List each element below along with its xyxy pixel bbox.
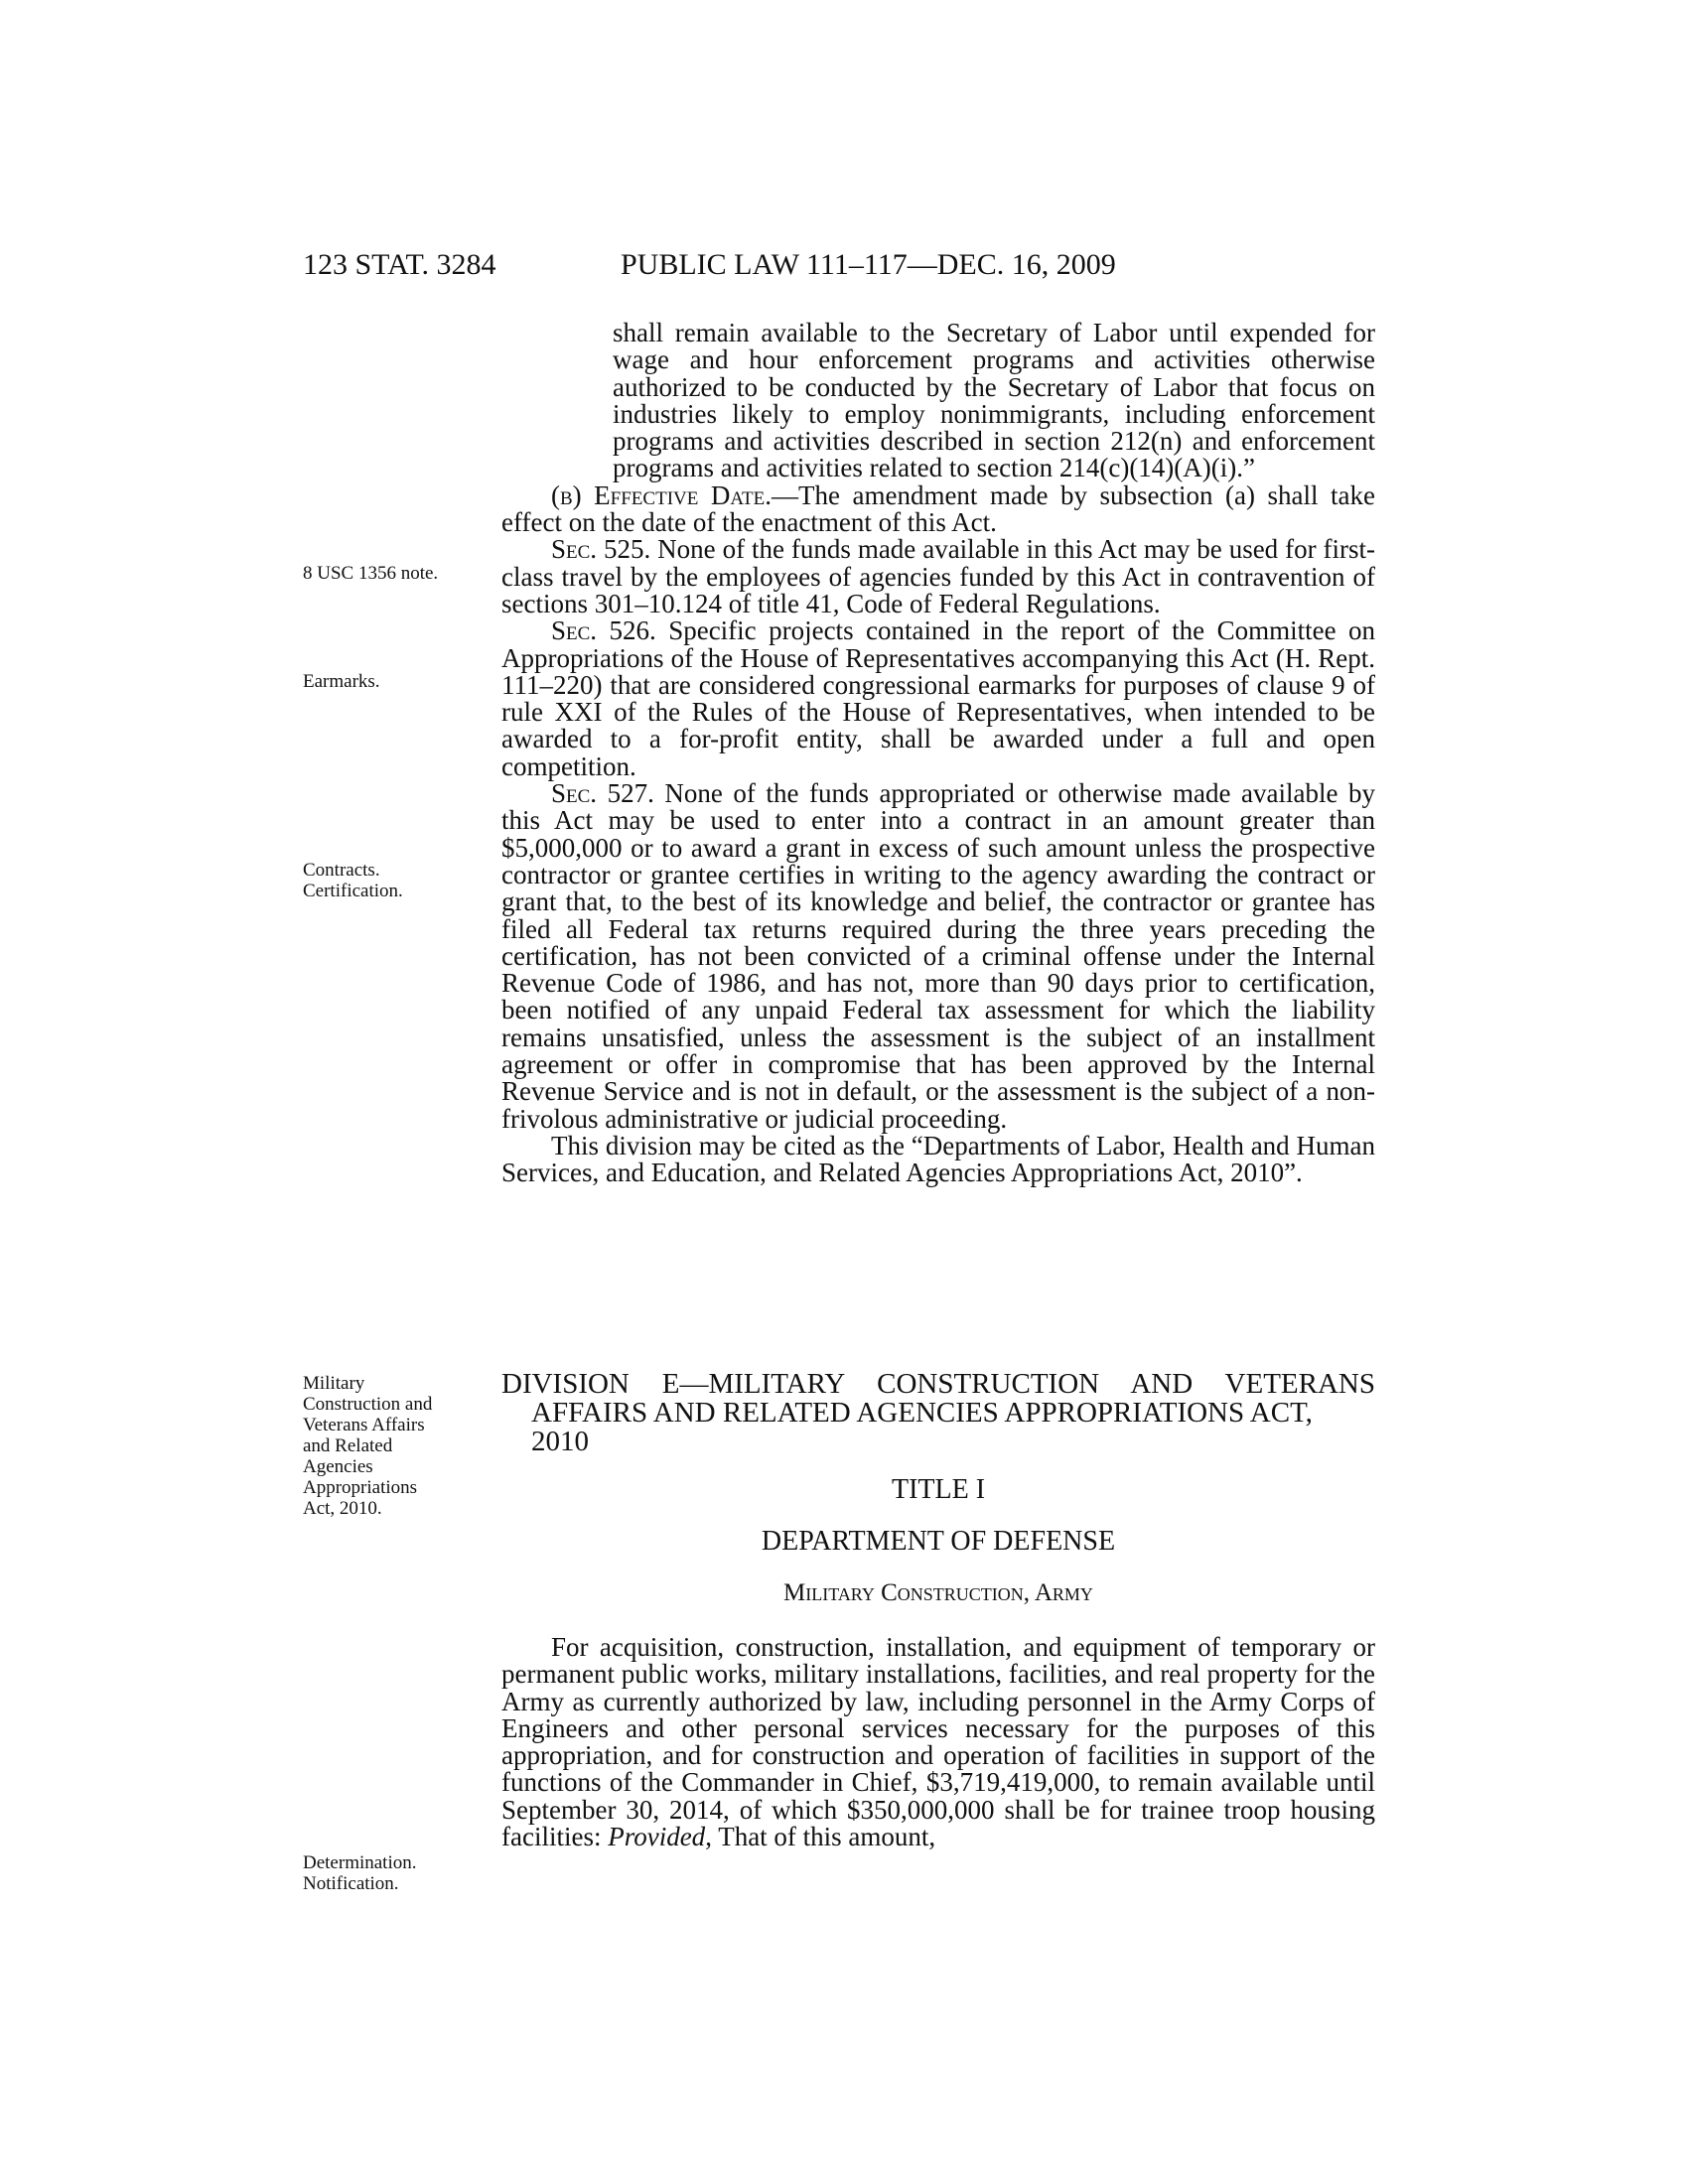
margin-note-line: and Related xyxy=(303,1435,393,1456)
running-header xyxy=(303,248,1375,288)
margin-note-line: Notification. xyxy=(303,1873,399,1894)
margin-note-line: Certification. xyxy=(303,881,403,901)
sec-525-label: Sec. 525. xyxy=(551,534,651,565)
citation-paragraph: This division may be cited as the “Departments of Labor, Health and Human Services, and Education, and Related Agencies Appropriations Act, 2010”. xyxy=(501,1130,1375,1188)
appropriation-paragraph xyxy=(501,1634,1375,1850)
effective-date-label: (b) Effective Date. xyxy=(551,479,772,510)
appropriation-tail: , That of this amount, xyxy=(705,1822,936,1852)
sec-527-text: None of the funds appropriated or otherwise made available by this Act may be used to enter into a contract in an amount greater than $5,000,000 or to award a grant in excess of such amount unless the prospective contractor or grantee certifies in writing to the agency awarding the contract or grant that, to the best of its knowledge and belief, the contractor or grantee has filed all Federal tax returns required during the three years preceding the certification, has not been convicted of a criminal offense under the Internal Revenue Code of 1986, and has not, more than 90 days prior to certification, been notified of any unpaid Federal tax assessment for which the liability remains unsatisfied, unless the assessment is the subject of an installment agreement or offer in compromise that has been approved by the Internal Revenue Service and is not in default, or the assessment is the subject of a non-frivolous administrative or judicial proceeding. xyxy=(501,778,1376,1134)
margin-note-line: Agencies xyxy=(303,1456,373,1477)
division-heading-line1: DIVISION E—MILITARY CONSTRUCTION AND VETERANS xyxy=(501,1368,1375,1400)
sec-526-text: Specific projects contained in the report of the Committee on Appropriations of the House of Representatives accompanying this Act (H. Rept. 111–220) that are considered congressional earmarks for purposes of clause 9 of rule XXI of the Rules of the House of Representatives, when intended to be awarded to a for-profit entity, shall be awarded under a full and open competition. xyxy=(501,615,1375,781)
sec-527-label: Sec. 527. xyxy=(551,778,654,809)
margin-note-division-e xyxy=(303,1373,482,1519)
sec-526-paragraph xyxy=(501,617,1375,780)
margin-note-line: Act, 2010. xyxy=(303,1498,382,1519)
continued-quote-paragraph: shall remain available to the Secretary of Labor until expended for wage and hour enforcement programs and activities otherwise authorized to be conducted by the Secretary of Labor that focus on industries likely to employ nonimmigrants, including enforcement programs and activities described in section 212(n) and enforcement programs and activities related to section 214(c)(14)(A)(i).” xyxy=(613,318,1375,483)
department-heading: DEPARTMENT OF DEFENSE xyxy=(761,1526,1116,1557)
title-heading: TITLE I xyxy=(891,1474,986,1505)
margin-note-line: Determination. xyxy=(303,1852,417,1873)
effective-date-text: —The amendment made by subsection (a) shall take effect on the date of the enactment of this Act. xyxy=(501,479,1375,538)
sec-525-text: None of the funds made available in this Act may be used for first-class travel by the employees of agencies funded by this Act in contravention of sections 301–10.124 of title 41, Code of Federal Regulations. xyxy=(501,534,1375,618)
provided-term: Provided xyxy=(608,1822,706,1852)
appropriation-text: For acquisition, construction, installation, and equipment of temporary or permanent public works, military installations, facilities, and real property for the Army as currently authorized by law, including personnel in the Army Corps of Engineers and other personal services necessary for the purposes of this appropriation, and for construction and operation of facilities in support of the functions of the Commander in Chief, $3,719,419,000, to remain available until September 30, 2014, of which $350,000,000 shall be for trainee troop housing facilities: xyxy=(501,1632,1375,1852)
sec-525-paragraph xyxy=(501,536,1375,617)
effective-date-paragraph xyxy=(501,479,1375,538)
sub-heading: Military Construction, Army xyxy=(783,1579,1093,1606)
margin-note-line: Construction and xyxy=(303,1394,433,1415)
margin-note-usc: 8 USC 1356 note. xyxy=(303,563,439,584)
margin-note-line: Military xyxy=(303,1373,365,1394)
margin-note-line: Appropriations xyxy=(303,1477,418,1498)
division-heading-rest: AFFAIRS AND RELATED AGENCIES APPROPRIATIONS ACT, 2010 xyxy=(531,1397,1313,1457)
law-title: PUBLIC LAW 111–117—DEC. 16, 2009 xyxy=(621,248,1116,281)
appropriation-column xyxy=(501,1634,1375,1850)
margin-note-line: Veterans Affairs xyxy=(303,1415,425,1435)
page-reference: 123 STAT. 3284 xyxy=(303,248,496,281)
margin-note-determination xyxy=(303,1852,482,1894)
sec-527-paragraph xyxy=(501,780,1375,1133)
division-heading xyxy=(501,1370,1375,1456)
main-column xyxy=(501,320,1375,1187)
margin-note-line: Contracts. xyxy=(303,860,380,881)
margin-note-contracts xyxy=(303,860,482,901)
margin-note-earmarks: Earmarks. xyxy=(303,671,380,692)
sec-526-label: Sec. 526. xyxy=(551,615,656,646)
